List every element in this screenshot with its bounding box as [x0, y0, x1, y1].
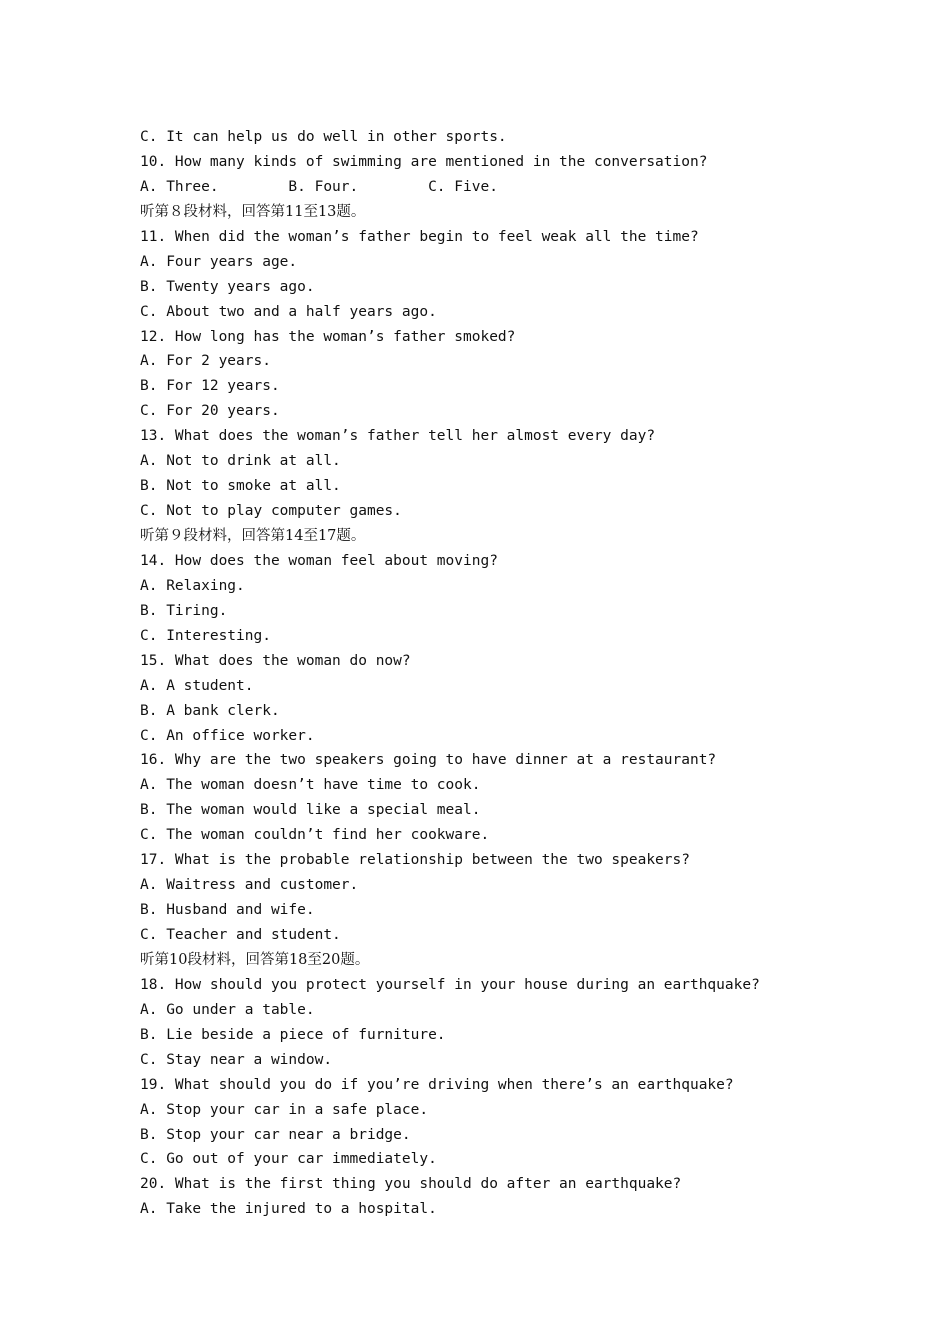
answer-option: B. For 12 years. [140, 378, 280, 395]
answer-option: A. For 2 years. [140, 353, 271, 370]
answer-option: C. Teacher and student. [140, 927, 341, 943]
answer-option: A. A student. [140, 677, 254, 694]
answer-option: C. For 20 years. [140, 403, 280, 420]
question-text: 16. Why are the two speakers going to have dinner at a restaurant? [140, 752, 717, 769]
question-text: 19. What should you do if you’re driving when there’s an earthquake? [140, 1076, 734, 1093]
answer-option: B. Stop your car near a bridge. [140, 1126, 411, 1143]
answer-option: B. The woman would like a special meal. [140, 802, 481, 819]
question-text: 11. When did the woman’s father begin to feel weak all the time? [140, 228, 699, 245]
answer-option: C. An office worker. [140, 727, 315, 744]
answer-option: A. Take the injured to a hospital. [140, 1201, 437, 1218]
answer-option: C. It can help us do well in other sports. [140, 129, 507, 145]
answer-option: B. Husband and wife. [140, 902, 315, 919]
answer-option: A. Relaxing. [140, 577, 245, 594]
question-text: 17. What is the probable relationship between the two speakers? [140, 852, 690, 869]
question-text: 10. How many kinds of swimming are mentioned in the conversation? [140, 153, 708, 170]
answer-option: A. Three. B. Four. C. Five. [140, 178, 498, 195]
section-heading: 听第10段材料，回答第18至20题。 [140, 951, 370, 968]
answer-option: A. Not to drink at all. [140, 453, 341, 470]
question-text: 20. What is the first thing you should do after an earthquake? [140, 1176, 682, 1193]
section-heading: 听第８段材料，回答第11至13题。 [140, 203, 366, 220]
section-heading: 听第９段材料，回答第14至17题。 [140, 528, 366, 544]
document-page [140, 125, 840, 1222]
answer-option: A. Go under a table. [140, 1001, 315, 1018]
answer-option: B. Tiring. [140, 602, 228, 619]
question-text: 15. What does the woman do now? [140, 652, 411, 669]
answer-option: B. Not to smoke at all. [140, 478, 341, 495]
answer-option: B. Twenty years ago. [140, 278, 315, 295]
answer-option: C. The woman couldn’t find her cookware. [140, 827, 490, 844]
question-text: 18. How should you protect yourself in your house during an earthquake? [140, 976, 760, 993]
answer-option: A. Four years age. [140, 253, 298, 270]
question-text: 12. How long has the woman’s father smoked? [140, 328, 516, 345]
answer-option: A. Stop your car in a safe place. [140, 1101, 429, 1118]
answer-option: C. Interesting. [140, 627, 271, 644]
answer-option: C. Stay near a window. [140, 1051, 333, 1068]
answer-option: C. Go out of your car immediately. [140, 1151, 437, 1168]
question-text: 13. What does the woman’s father tell her almost every day? [140, 428, 656, 445]
question-text: 14. How does the woman feel about moving? [140, 552, 498, 569]
answer-option: C. About two and a half years ago. [140, 303, 437, 320]
answer-option: C. Not to play computer games. [140, 503, 402, 520]
answer-option: A. Waitress and customer. [140, 877, 359, 894]
answer-option: A. The woman doesn’t have time to cook. [140, 777, 481, 794]
answer-option: B. Lie beside a piece of furniture. [140, 1026, 446, 1043]
answer-option: B. A bank clerk. [140, 702, 280, 719]
